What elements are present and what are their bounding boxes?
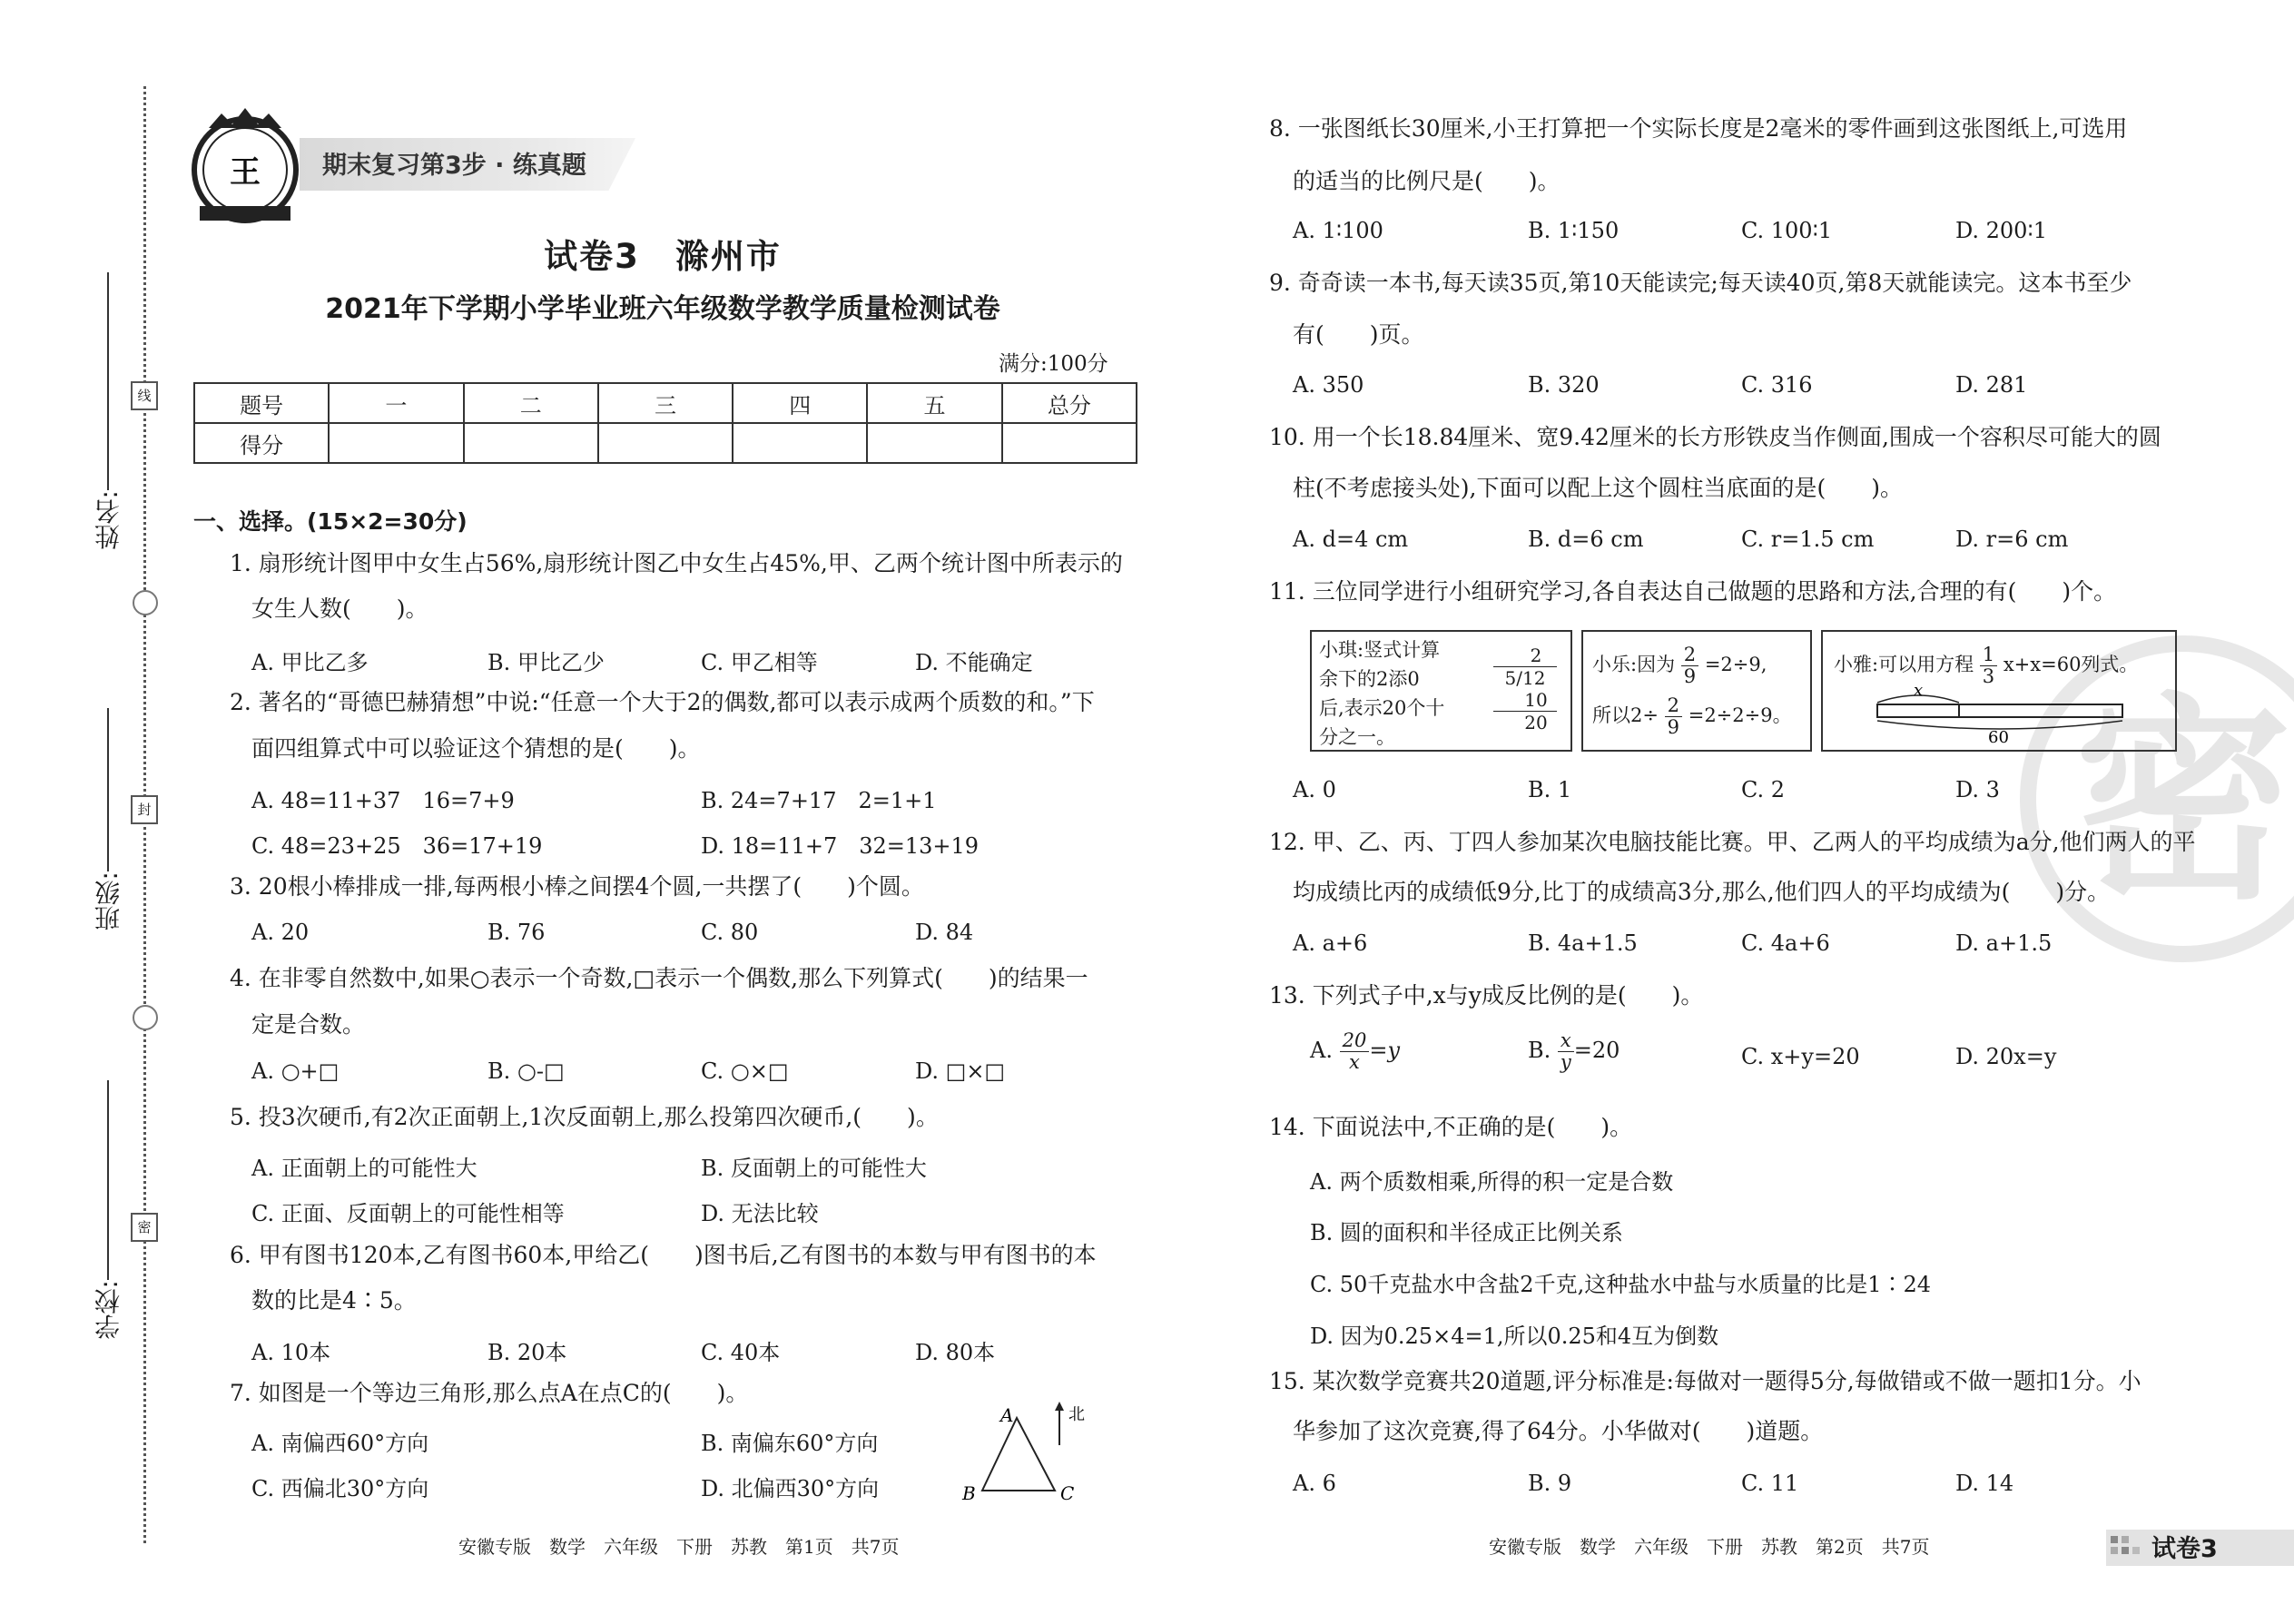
seal-char-line: 线 <box>131 381 158 410</box>
brand-logo-icon <box>182 104 309 231</box>
score-cell: 得分 <box>194 423 329 463</box>
class-label: 班级: <box>94 871 123 931</box>
segment-total-label: 60 <box>1988 728 2009 744</box>
figure-point-b: B <box>962 1482 976 1504</box>
score-table <box>193 382 1137 464</box>
q8-option-b[interactable]: B. 1∶150 <box>1528 218 1620 243</box>
fraction-x-y <box>1558 1030 1574 1073</box>
score-cell: 一 <box>329 383 463 423</box>
score-input-cell[interactable] <box>598 423 733 463</box>
fraction-numerator: 2 <box>1681 645 1698 666</box>
q6-option-c[interactable]: C. 40本 <box>701 1340 781 1365</box>
question-1: 1. 扇形统计图甲中女生占56%,扇形统计图乙中女生占45%,甲、乙两个统计图中所表示的 <box>230 550 1123 576</box>
q7-option-c[interactable]: C. 西偏北30°方向 <box>251 1476 429 1501</box>
figure-point-a: A <box>1000 1404 1014 1426</box>
question-14: 14. 下面说法中,不正确的是( )。 <box>1269 1114 1633 1140</box>
fraction-2-9 <box>1681 645 1698 687</box>
name-write-line <box>107 272 109 490</box>
score-cell: 总分 <box>1002 383 1137 423</box>
box1-line: 小琪:竖式计算 <box>1319 639 1441 661</box>
question-1-cont: 女生人数( )。 <box>251 595 428 622</box>
q13-option-c[interactable]: C. x+y=20 <box>1741 1044 1860 1069</box>
q9-option-a[interactable]: A. 350 <box>1293 372 1364 398</box>
question-12-cont: 均成绩比丙的成绩低9分,比丁的成绩高3分,那么,他们四人的平均成绩为( )分。 <box>1293 879 2111 905</box>
option-expression: =20 <box>1573 1038 1620 1064</box>
question-2: 2. 著名的“哥德巴赫猜想”中说:“任意一个大于2的偶数,都可以表示成两个质数的和。”下 <box>230 689 1095 715</box>
school-label: 学校: <box>94 1280 123 1340</box>
q2-option-c[interactable]: C. 48=23+25 36=17+19 <box>251 833 543 859</box>
box1-line: 后,表示20个十 <box>1319 697 1445 719</box>
score-cell: 二 <box>464 383 598 423</box>
q11-box1-text <box>1319 635 1473 752</box>
question-10: 10. 用一个长18.84厘米、宽9.42厘米的长方形铁皮当作侧面,围成一个容积尽可能大的圆 <box>1269 424 2161 450</box>
q11-box-xiaoqi <box>1310 630 1572 752</box>
section-heading: 一、选择。(15×2=30分) <box>193 508 468 535</box>
q3-option-a[interactable]: A. 20 <box>251 920 310 945</box>
q11-box-xiaole <box>1581 630 1812 752</box>
question-11: 11. 三位同学进行小组研究学习,各自表达自己做题的思路和方法,合理的有( )个。 <box>1269 578 2117 605</box>
division-expression: 5/12 <box>1493 666 1557 689</box>
box2-text: 所以2÷ <box>1592 704 1659 727</box>
q3-option-b[interactable]: B. 76 <box>487 920 546 945</box>
q13-option-d[interactable]: D. 20x=y <box>1955 1044 2057 1069</box>
question-9: 9. 奇奇读一本书,每天读35页,第10天能读完;每天读40页,第8天就能读完。这本书至少 <box>1269 270 2132 296</box>
box1-line: 分之一。 <box>1319 726 1395 748</box>
paper-subtitle: 2021年下学期小学毕业班六年级数学教学质量检测试卷 <box>325 293 1000 325</box>
q1-option-d[interactable]: D. 不能确定 <box>915 650 1033 675</box>
corner-squares-icon <box>2111 1536 2143 1560</box>
q3-option-d[interactable]: D. 84 <box>915 920 974 945</box>
q5-option-c[interactable]: C. 正面、反面朝上的可能性相等 <box>251 1201 565 1226</box>
fraction-denominator: y <box>1560 1051 1571 1074</box>
q6-option-a[interactable]: A. 10本 <box>251 1340 331 1365</box>
q4-option-c[interactable]: C. ○×□ <box>701 1058 789 1084</box>
q5-option-a[interactable]: A. 正面朝上的可能性大 <box>251 1156 478 1181</box>
fraction-denominator: x <box>1349 1051 1360 1074</box>
box2-line1 <box>1592 645 1767 687</box>
seal-circle-mark <box>133 1005 158 1030</box>
q7-option-d[interactable]: D. 北偏西30°方向 <box>701 1476 880 1501</box>
box2-text: =2÷9, <box>1704 654 1767 676</box>
fraction-denominator: 9 <box>1683 665 1697 688</box>
q9-option-c[interactable]: C. 316 <box>1741 372 1813 398</box>
division-subtract: 10 <box>1493 689 1557 712</box>
q7-option-b[interactable]: B. 南偏东60°方向 <box>701 1431 879 1456</box>
corner-label: 试卷3 <box>2151 1535 2218 1563</box>
q5-option-d[interactable]: D. 无法比较 <box>701 1201 819 1226</box>
triangle-figure <box>953 1398 1117 1507</box>
segment-diagram <box>1868 684 2141 744</box>
question-3: 3. 20根小棒排成一排,每两根小棒之间摆4个圆,一共摆了( )个圆。 <box>230 873 924 900</box>
figure-point-c: C <box>1060 1482 1075 1504</box>
score-table-score-row <box>194 423 1137 463</box>
q1-option-a[interactable]: A. 甲比乙多 <box>251 650 369 675</box>
question-6: 6. 甲有图书120本,乙有图书60本,甲给乙( )图书后,乙有图书的本数与甲有图书的本 <box>230 1242 1097 1268</box>
box2-line2 <box>1592 695 1792 738</box>
fraction-numerator: 20 <box>1340 1030 1370 1052</box>
q5-option-b[interactable]: B. 反面朝上的可能性大 <box>701 1156 927 1181</box>
q10-option-d[interactable]: D. r=6 cm <box>1955 527 2069 552</box>
question-4: 4. 在非零自然数中,如果○表示一个奇数,□表示一个偶数,那么下列算式( )的结果一 <box>230 965 1088 991</box>
question-15-cont: 华参加了这次竞赛,得了64分。小华做对( )道题。 <box>1293 1418 1824 1444</box>
option-letter: B. <box>1528 1038 1551 1064</box>
q12-option-b[interactable]: B. 4a+1.5 <box>1528 930 1638 956</box>
fraction-2-9 <box>1665 695 1682 738</box>
box3-line1 <box>1834 645 2138 687</box>
q11-option-d[interactable]: D. 3 <box>1955 777 2000 802</box>
q3-option-c[interactable]: C. 80 <box>701 920 759 945</box>
fraction-20-x <box>1340 1030 1370 1073</box>
question-2-cont: 面四组算式中可以验证这个猜想的是( )。 <box>251 735 701 762</box>
question-7: 7. 如图是一个等边三角形,那么点A在点C的( )。 <box>230 1380 749 1406</box>
score-cell: 三 <box>598 383 733 423</box>
q1-option-b[interactable]: B. 甲比乙少 <box>487 650 605 675</box>
svg-text:王: 王 <box>230 154 261 191</box>
segment-x-label: x <box>1914 684 1924 700</box>
footer-left: 安徽专版 数学 六年级 下册 苏教 第1页 共7页 <box>458 1536 900 1558</box>
q10-option-c[interactable]: C. r=1.5 cm <box>1741 527 1875 552</box>
score-cell: 五 <box>867 383 1001 423</box>
q14-option-c[interactable]: C. 50千克盐水中含盐2千克,这种盐水中盐与水质量的比是1∶24 <box>1310 1272 1932 1297</box>
q10-option-a[interactable]: A. d=4 cm <box>1293 527 1409 552</box>
watermark-seal: 密 <box>2020 635 2294 962</box>
q13-option-b[interactable] <box>1528 1030 1620 1073</box>
q12-option-a[interactable]: A. a+6 <box>1293 930 1368 956</box>
question-6-cont: 数的比是4∶5。 <box>251 1287 417 1314</box>
q6-option-b[interactable]: B. 20本 <box>487 1340 567 1365</box>
fraction-numerator: 1 <box>1980 645 1997 666</box>
q10-option-b[interactable]: B. d=6 cm <box>1528 527 1644 552</box>
q12-option-c[interactable]: C. 4a+6 <box>1741 930 1830 956</box>
class-write-line <box>107 708 109 871</box>
box2-text: 小乐:因为 <box>1592 654 1676 676</box>
q11-box-xiaoya <box>1821 630 2177 752</box>
full-score: 满分:100分 <box>999 352 1108 376</box>
question-8-cont: 的适当的比例尺是( )。 <box>1293 168 1561 194</box>
q1-option-c[interactable]: C. 甲乙相等 <box>701 650 818 675</box>
q4-option-b[interactable]: B. ○-□ <box>487 1058 565 1084</box>
option-expression: =y <box>1369 1038 1401 1064</box>
q2-option-b[interactable]: B. 24=7+17 2=1+1 <box>701 788 937 813</box>
header-banner-text: 期末复习第3步 · 练真题 <box>322 152 586 180</box>
option-letter: A. <box>1310 1038 1333 1064</box>
q15-option-c[interactable]: C. 11 <box>1741 1471 1799 1496</box>
score-input-cell[interactable] <box>867 423 1001 463</box>
q11-option-b[interactable]: B. 1 <box>1528 777 1572 802</box>
long-division <box>1493 645 1557 733</box>
fraction-1-3 <box>1980 645 1997 687</box>
q15-option-b[interactable]: B. 9 <box>1528 1471 1572 1496</box>
q15-option-a[interactable]: A. 6 <box>1293 1471 1336 1496</box>
division-remainder: 20 <box>1524 712 1548 733</box>
seal-circle-mark <box>133 590 158 615</box>
question-12: 12. 甲、乙、丙、丁四人参加某次电脑技能比赛。甲、乙两人的平均成绩为a分,他们两人的平 <box>1269 829 2196 855</box>
q6-option-d[interactable]: D. 80本 <box>915 1340 996 1365</box>
question-4-cont: 定是合数。 <box>251 1011 366 1038</box>
division-quotient: 2 <box>1530 645 1542 666</box>
q8-option-d[interactable]: D. 200∶1 <box>1955 218 2047 243</box>
question-15: 15. 某次数学竞赛共20道题,评分标准是:每做对一题得5分,每做错或不做一题扣1分。小 <box>1269 1368 2141 1394</box>
q12-option-d[interactable]: D. a+1.5 <box>1955 930 2053 956</box>
q7-option-a[interactable]: A. 南偏西60°方向 <box>251 1431 429 1456</box>
score-input-cell[interactable] <box>329 423 463 463</box>
q11-option-a[interactable]: A. 0 <box>1293 777 1336 802</box>
seal-char-secret: 密 <box>131 1213 158 1242</box>
q11-option-c[interactable]: C. 2 <box>1741 777 1786 802</box>
question-13: 13. 下列式子中,x与y成反比例的是( )。 <box>1269 982 1704 1009</box>
figure-north-label: 北 <box>1068 1405 1085 1424</box>
footer-right: 安徽专版 数学 六年级 下册 苏教 第2页 共7页 <box>1489 1536 1930 1558</box>
q4-option-d[interactable]: D. □×□ <box>915 1058 1006 1084</box>
box2-text: =2÷2÷9。 <box>1688 704 1792 727</box>
q13-option-a[interactable] <box>1310 1030 1400 1073</box>
fraction-denominator: 9 <box>1667 716 1680 739</box>
score-input-cell[interactable] <box>464 423 598 463</box>
score-cell: 题号 <box>194 383 329 423</box>
score-cell: 四 <box>733 383 867 423</box>
question-5: 5. 投3次硬币,有2次正面朝上,1次反面朝上,那么投第四次硬币,( )。 <box>230 1104 939 1130</box>
q2-option-a[interactable]: A. 48=11+37 16=7+9 <box>251 788 515 813</box>
fraction-denominator: 3 <box>1982 665 1995 688</box>
q14-option-d[interactable]: D. 因为0.25×4=1,所以0.25和4互为倒数 <box>1310 1324 1719 1349</box>
fraction-numerator: x <box>1558 1030 1574 1052</box>
q15-option-d[interactable]: D. 14 <box>1955 1471 2014 1496</box>
q9-option-d[interactable]: D. 281 <box>1955 372 2028 398</box>
fraction-numerator: 2 <box>1665 695 1682 717</box>
q4-option-a[interactable]: A. ○+□ <box>251 1058 340 1084</box>
box1-line: 余下的2添0 <box>1319 668 1420 690</box>
q14-option-b[interactable]: B. 圆的面积和半径成正比例关系 <box>1310 1220 1623 1245</box>
q8-option-c[interactable]: C. 100∶1 <box>1741 218 1833 243</box>
score-input-cell[interactable] <box>733 423 867 463</box>
paper-title: 试卷3 滁州市 <box>544 237 782 276</box>
box3-text: x+x=60列式。 <box>2003 654 2139 676</box>
box3-text: 小雅:可以用方程 <box>1834 654 1974 676</box>
q2-option-d[interactable]: D. 18=11+7 32=13+19 <box>701 833 980 859</box>
seal-char-seal: 封 <box>131 795 158 824</box>
q9-option-b[interactable]: B. 320 <box>1528 372 1600 398</box>
school-write-line <box>107 1080 109 1280</box>
name-label: 姓名: <box>94 490 123 550</box>
score-table-header-row <box>194 383 1137 423</box>
question-10-cont: 柱(不考虑接头处),下面可以配上这个圆柱当底面的是( )。 <box>1293 475 1903 501</box>
question-9-cont: 有( )页。 <box>1293 321 1424 348</box>
score-input-cell[interactable] <box>1002 423 1137 463</box>
q14-option-a[interactable]: A. 两个质数相乘,所得的积一定是合数 <box>1310 1169 1674 1195</box>
q8-option-a[interactable]: A. 1∶100 <box>1293 218 1383 243</box>
question-8: 8. 一张图纸长30厘米,小王打算把一个实际长度是2毫米的零件画到这张图纸上,可选用 <box>1269 115 2128 142</box>
